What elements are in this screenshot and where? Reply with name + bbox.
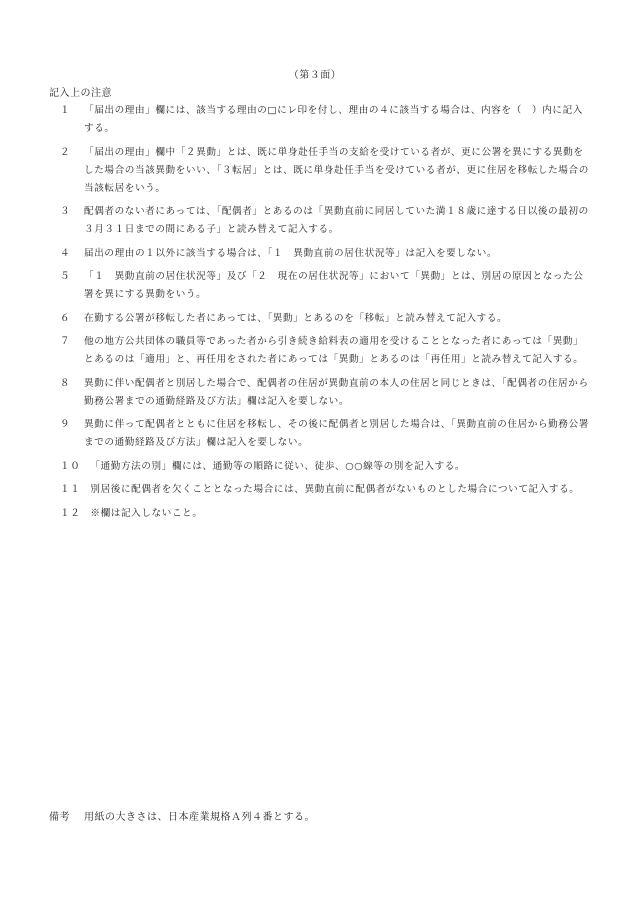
note-text: 異動に伴い配偶者と別居した場合で、配偶者の住居が異動直前の本人の住居と同じときは、「配偶者の住居から勤務公署までの通勤経路及び方法」欄は記入を要しない。 xyxy=(84,377,589,407)
note-number: ３ xyxy=(60,206,71,217)
note-item xyxy=(60,203,590,239)
note-number: １２ xyxy=(60,507,81,519)
note-text: 在勤する公署が移転した者にあっては、「異動」とあるのを「移転」と読み替えて記入する。 xyxy=(84,312,508,324)
note-text: 「届出の理由」欄には、該当する理由の□にレ印を付し、理由の４に該当する場合は、内容を（ ）内に記入する。 xyxy=(84,105,583,134)
note-item xyxy=(60,245,590,263)
remark xyxy=(49,808,315,823)
remark-label: 備考 xyxy=(49,812,70,823)
note-text: 配偶者のない者にあっては、「配偶者」とあるのは「異動直前に同居していた満１８歳に達する日以後の最初の３月３１日までの間にある子」と読み替えて記入する。 xyxy=(84,206,589,235)
note-text: 他の地方公共団体の職員等であった者から引き続き給料表の適用を受けることとなった者にあっては「異動」とあるのは「適用」と、再任用をされた者にあっては「異動」とあるのは「再任用」と読み替えて記入する。 xyxy=(84,336,584,365)
note-text: ※欄は記入しないこと。 xyxy=(90,507,203,519)
note-item xyxy=(60,102,590,138)
note-number: ４ xyxy=(60,247,71,259)
note-number: １ xyxy=(60,105,71,116)
note-item xyxy=(60,481,590,499)
note-number: ６ xyxy=(60,312,71,324)
remark-text: 用紙の大きさは、日本産業規格Ａ列４番とする。 xyxy=(84,812,315,823)
notes-list xyxy=(60,102,590,528)
note-item xyxy=(60,416,590,452)
note-number: ５ xyxy=(60,271,71,282)
note-text: 「通勤方法の別」欄には、通勤等の順路に従い、徒歩、○○線等の別を記入する。 xyxy=(90,460,466,472)
note-text: 「１ 異動直前の居住状況等」及び「２ 現在の居住状況等」において「異動」とは、別居の原因となった公署を異にする異動をいう。 xyxy=(84,271,584,300)
page-number: （第３面） xyxy=(288,70,342,81)
note-text: 届出の理由の１以外に該当する場合は、「１ 異動直前の居住状況等」は記入を要しない。 xyxy=(84,247,498,259)
note-item xyxy=(60,505,590,523)
note-number: ７ xyxy=(60,336,71,347)
note-text: 「届出の理由」欄中「２異動」とは、既に単身赴任手当の支給を受けている者が、更に公署を異にする異動をした場合の当該異動をいい、「３転居」とは、既に単身赴任手当を受けている者が、更に住居を移転した場合の当該転居をいう。 xyxy=(84,146,589,194)
note-item xyxy=(60,375,590,411)
note-item xyxy=(60,310,590,328)
note-text: 別居後に配偶者を欠くこととなった場合には、異動直前に配偶者がないものとした場合について記入する。 xyxy=(90,484,580,495)
note-number: ８ xyxy=(60,377,71,389)
note-number: １１ xyxy=(60,484,81,495)
note-text: 異動に伴って配偶者とともに住居を移転し、その後に配偶者と別居した場合は、「異動直前の住居から勤務公署までの通勤経路及び方法」欄は記入を要しない。 xyxy=(84,419,589,448)
note-number: １０ xyxy=(60,460,81,472)
note-item xyxy=(60,458,590,476)
note-item xyxy=(60,268,590,304)
note-number: ２ xyxy=(60,146,71,158)
note-item xyxy=(60,144,590,198)
note-item xyxy=(60,333,590,369)
note-number: ９ xyxy=(60,419,71,430)
notes-heading: 記入上の注意 xyxy=(49,88,112,99)
